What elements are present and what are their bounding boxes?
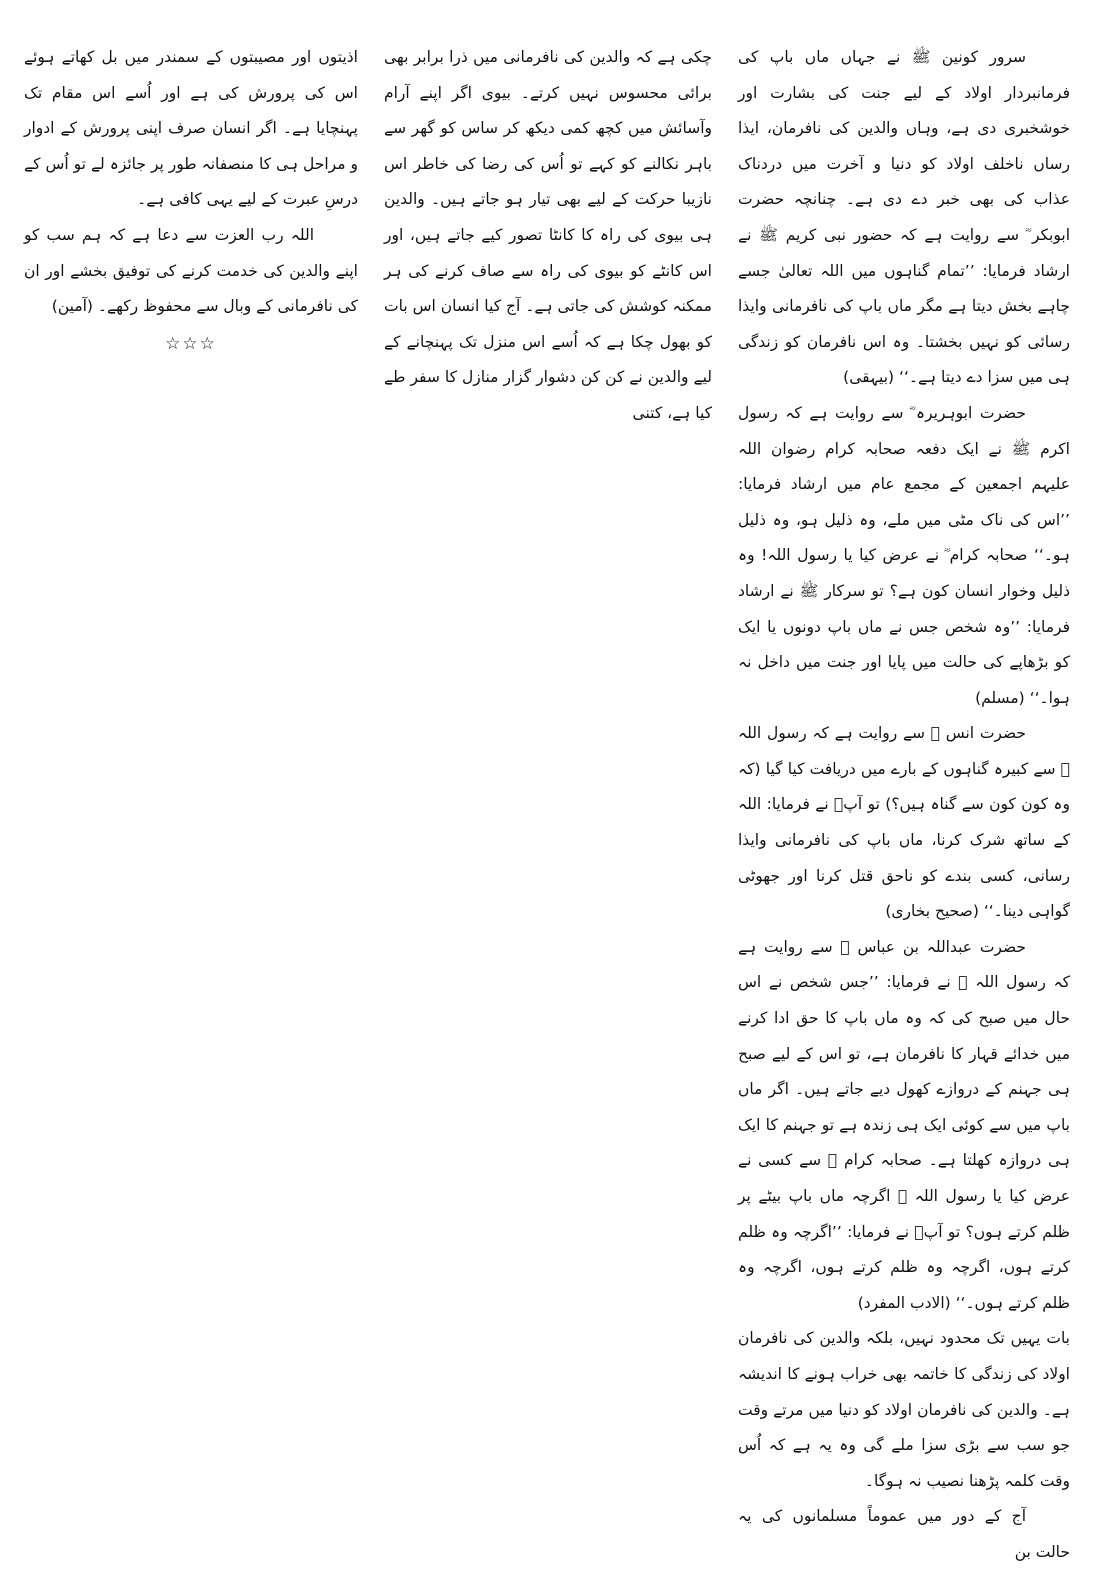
paragraph-hadith-anas: حضرت انس ؓ سے روایت ہے کہ رسول اللہ ﷺ سے کبیرہ گناہوں کے بارے میں دریافت کیا گیا (کہ وہ کون کون سے گناہ ہیں؟) تو آپؐ نے فرمایا: اللہ کے ساتھ شرک کرنا، ماں باپ کی نافرمانی وایذا رسانی، کسی بندے کو ناحق قتل کرنا اور جھوٹی گواہی دینا۔‘‘ (صحیح بخاری) — [738, 724, 1070, 921]
paragraph-continuation: چکی ہے کہ والدین کی نافرمانی میں ذرا برابر بھی برائی محسوس نہیں کرتے۔ بیوی اگر اپنے آرام وآسائش میں کچھ کمی دیکھ کر ساس کو گھر سے باہر نکالنے کو کہے تو اُس کی رضا کی خاطر اس نازیبا حرکت کے لیے بھی تیار ہو جاتے ہیں۔ والدین ہی بیوی کی راہ کا کانٹا تصور کیے جاتے ہیں، اور اس کانٹے کو بیوی کی راہ سے صاف کرنے کی ہر ممکنہ کوشش کی جاتی ہے۔ آج کیا انسان اس بات کو بھول چکا ہے کہ اُسے اس منزل تک پہنچانے کے لیے والدین نے کن کن دشوار گزار منازل کا سفر طے کیا ہے، کتنی — [384, 48, 712, 422]
paragraph-intro: سرور کونین ﷺ نے جہاں ماں باپ کی فرمانبردار اولاد کے لیے جنت کی بشارت اور خوشخبری دی ہے، وہاں والدین کی نافرمان، ایذا رساں ناخلف اولاد کو دنیا و آخرت میں دردناک عذاب کی بھی خبر دے دی ہے۔ چنانچہ حضرت ابوبکر ؓ سے روایت ہے کہ حضور نبی کریم ﷺ نے ارشاد فرمایا: ’’تمام گناہوں میں اللہ تعالیٰ جسے چاہے بخش دیتا ہے مگر ماں باپ کی نافرمانی وایذا رسائی کو نہیں بخشتا۔ وہ اس نافرمان کو زندگی ہی میں سزا دے دیتا ہے۔‘‘ (بیہقی) — [738, 48, 1070, 387]
right-column — [738, 40, 1070, 1571]
end-mark-stars: ☆☆☆ — [165, 333, 217, 354]
left-column — [24, 40, 358, 362]
paragraph-hadith-ibn-abbas: حضرت عبداللہ بن عباس ؓ سے روایت ہے کہ رسول اللہ ﷺ نے فرمایا: ’’جس شخص نے اس حال میں صبح کی کہ وہ ماں باپ کا حق ادا کرنے میں خدائے قہار کا نافرمان ہے، تو اس کے لیے صبح ہی جہنم کے دروازے کھول دیے جاتے ہیں۔ اگر ماں باپ میں سے کوئی ایک ہی زندہ ہے تو جہنم کا ایک ہی دروازہ کھلتا ہے۔ صحابہ کرام ؓ سے کسی نے عرض کیا یا رسول اللہ ﷺ اگرچہ ماں باپ بیٹے پر ظلم کرتے ہوں؟ تو آپؐ نے فرمایا: ’’اگرچہ وہ ظلم کرتے ہوں، اگرچہ وہ ظلم کرتے ہوں، اگرچہ وہ ظلم کرتے ہوں۔‘‘ (الادب المفرد) — [738, 937, 1070, 1312]
middle-column — [384, 40, 712, 432]
paragraph-hadith-abu-hurairah: حضرت ابوہریرہ ؓ سے روایت ہے کہ رسول اکرم ﷺ نے ایک دفعہ صحابہ کرام رضوان اللہ علیہم اجمعین کے مجمع عام میں ارشاد فرمایا: ’’اس کی ناک مٹی میں ملے، وہ ذلیل ہو، وہ ذلیل ہو۔‘‘ صحابہ کرام ؓ نے عرض کیا یا رسول اللہ! وہ ذلیل وخوار انسان کون ہے؟ تو سرکار ﷺ نے ارشاد فرمایا: ’’وہ شخص جس نے ماں باپ دونوں یا ایک کو بڑھاپے کی حالت میں پایا اور جنت میں داخل نہ ہوا۔‘‘ (مسلم) — [738, 403, 1070, 707]
paragraph-present-day: آج کے دور میں عموماً مسلمانوں کی یہ حالت بن — [738, 1507, 1070, 1561]
paragraph-prayer: اللہ رب العزت سے دعا ہے کہ ہم سب کو اپنے والدین کی خدمت کرنے کی توفیق بخشے اور ان کی نافرمانی کے وبال سے محفوظ رکھے۔ (آمین) — [24, 225, 358, 316]
paragraph-consequence: بات یہیں تک محدود نہیں، بلکہ والدین کی نافرمان اولاد کی زندگی کا خاتمہ بھی خراب ہونے کا اندیشہ ہے۔ والدین کی نافرمان اولاد کو دنیا میں مرتے وقت جو سب سے بڑی سزا ملے گی وہ یہ ہے کہ اُس وقت کلمہ پڑھنا نصیب نہ ہوگا۔ — [738, 1329, 1070, 1490]
paragraph-upbringing: اذیتوں اور مصیبتوں کے سمندر میں بل کھاتے ہوئے اس کی پرورش کی ہے اور اُسے اس مقام تک پہنچایا ہے۔ اگر انسان صرف اپنی پرورش کے ادوار و مراحل ہی کا منصفانہ طور پر جائزہ لے تو اُس کے درسِ عبرت کے لیے یہی کافی ہے۔ — [24, 48, 358, 209]
